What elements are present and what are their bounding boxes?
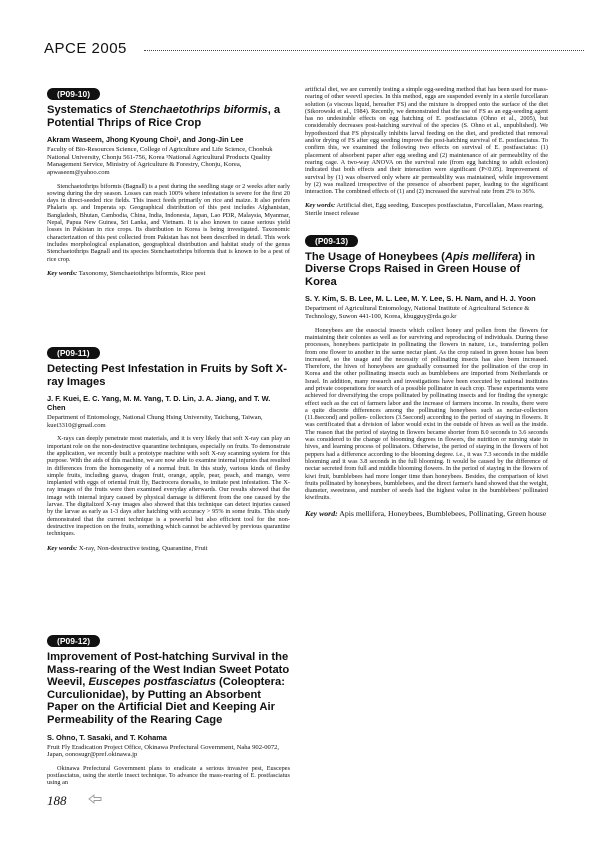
keywords-text: X-ray, Non-destructive testing, Quarantine, Fruit <box>78 544 208 552</box>
abstract-tag: (P09-13) <box>305 235 358 247</box>
abstract-tag: (P09-10) <box>47 88 100 100</box>
abstract-title <box>305 251 548 289</box>
left-column <box>47 84 290 797</box>
abstract-p09-10 <box>47 84 290 333</box>
keywords-label: Key words: <box>47 269 78 277</box>
title-part: The Usage of Honeybees ( <box>305 250 445 263</box>
title-part: , a Potential Thrips of Rice Crop <box>47 104 281 129</box>
page-number: 188 <box>47 793 67 808</box>
abstract-body: Okinawa Prefectural Government plans to eradicate a serious invasive pest, Euscepes postfasciatus, using the sterile insect technique. To advance the mass-rearing of E. postfasciatus using an <box>47 764 290 787</box>
abstract-affiliation: Fruit Fly Eradication Project Office, Okinawa Prefectural Government, Naha 902-0072, Japan, oonosugr@pref.okinawa.jp <box>47 743 280 759</box>
abstract-authors: S. Y. Kim, S. B. Lee, M. L. Lee, M. Y. Lee, S. H. Nam, and H. J. Yoon <box>305 294 536 304</box>
journal-title: APCE 2005 <box>44 40 127 57</box>
abstract-affiliation: Department of Entomology, National Chung Hsing University, Taichung, Taiwan, kuei3310@gmail.com <box>47 414 263 429</box>
abstract-p09-11 <box>47 343 290 621</box>
abstract-body-continued: artificial diet, we are currently testing a simple egg-seeding method that has been used for mass-rearing of other weevil species. In this method, eggs are suspended evenly in a sterile furcellaran solution (a viscous liquid, hereafter FS) and the mixture is dropped onto the surface of the diet (Sikorowski et al., 1984). Recently, we demonstrated that the use of FS as an egg-seeding agent has no undesirable effects on egg hatching of E. postfasciatus (Ohno et al., 2005), but considerably decreases post-hatching survival of the species (S. Ohno et al., unpublished). We hypothesized that FS physically inhibits larval feeding on the diet, and predicted that removal and/or drying of FS after egg seeding improve the post-hatching survival of E. postfasciatus. To confirm this, we examined the following two effects on survival of E. postfasciatus: (1) placement of absorbent paper after egg seeding and (2) maintenance of air permeability of the rearing cage. A two-way ANOVA on the survival rate (from egg hatching to adult eclosion) indicated that both effects and their interaction were significant (P<0.05). Improvement of survival by (1) was observed only where air permeability was maintained, while improvement by (2) was realized irrespective of the presence of absorbent paper, leading to the significant interaction. The combined effects of (1) and (2) increased the survival rate from 2% to 36%. <box>305 86 548 196</box>
title-part: Improvement of Post-hatching Survival in the Mass-rearing of the West Indian Sweet Potato Weevil, <box>47 651 290 689</box>
abstract-p09-13 <box>305 231 548 518</box>
abstract-affiliation: Department of Agricultural Entomology, National Institute of Agricultural Science & Technology, Suwon 441-100, Korea, kbugguy@rda.go.kr <box>305 305 530 321</box>
abstract-title <box>47 104 290 129</box>
title-part: ) in Diverse Crops Raised in Green House of Korea <box>305 250 536 288</box>
abstract-p09-12-continued <box>305 86 548 218</box>
abstract-authors: J. F. Kuei, E. C. Yang, M. M. Yang, T. D. Lin, J. A. Jiang, and T. W. Chen <box>47 394 271 413</box>
abstract-keywords <box>305 202 548 217</box>
keywords-text: Artificial diet, Egg seeding, Euscepes postfasciatus, Furcellalan, Mass rearing, Sterile insect release <box>305 202 544 218</box>
abstract-tag: (P09-11) <box>47 347 100 359</box>
title-species: Apis mellifera <box>444 250 519 263</box>
page-header <box>44 40 584 58</box>
title-part: (Coleoptera: Curculionidae), by Putting an Absorbent Paper on the Artificial Diet and Keeping Air Permeability of the Rearing Cage <box>47 676 285 726</box>
abstract-authors: Akram Waseem, Jhong Kyoung Choi¹, and Jong-Jin Lee <box>47 135 244 145</box>
page-footer <box>47 792 247 812</box>
abstract-affiliation: Faculty of Bio-Resources Science, College of Agriculture and Life Science, Chonbuk National University, Chonju 561-756, Korea ¹National Agricultural Products Quality Management Service, Ministry of Agriculture & Forestry, Chonju, Korea, apwaseem@yahoo.com <box>47 146 273 176</box>
abstract-tag: (P09-12) <box>47 635 100 647</box>
title-species: Stenchaetothrips biformis <box>129 104 268 116</box>
abstract-keywords <box>305 509 548 518</box>
abstract-body: Stenchaetothrips biformis (Bagnall) is a pest during the seedling stage or 2 weeks after early sowing during the dry season. Losses can reach 100% where infestation is severe for the first 20 days in direct-seeded rice fields. This insect feeds primarily on rice and maize. It also prefers Phalaris sp. and Imperata sp. Geographical distribution of this pest includes Afghanistan, Bangladesh, Bhutan, Cambodia, China, India, Indonesia, Japan, Lao PDR, Malaysia, Myanmar, Nepal, Papua New Guinea, Sri Lanka, and Vietnam. It is also known to cause serious yield losses in Pakistan in rice crops. Its distribution in Korea is being investigated. Taxonomic characterization of this pest collected from Pakistan has not been described in detail. This work includes morphological explanation, geographical distribution and habitat study of the genus Stenchaetothrips Bagnall and its species Stenchaetothrips biformis that is known to be a pest of rice crop. <box>47 182 290 263</box>
keywords-label: Key word: <box>305 508 338 518</box>
abstract-title: Detecting Pest Infestation in Fruits by Soft X-ray Images <box>47 363 287 388</box>
title-species: Euscepes postfasciatus <box>88 676 216 689</box>
keywords-text: Taxonomy, Stenchaetothrips biformis, Rice pest <box>78 269 206 277</box>
abstract-authors: S. Ohno, T. Sasaki, and T. Kohama <box>47 732 167 742</box>
title-part: Systematics of <box>47 104 130 116</box>
header-rule <box>144 50 584 51</box>
abstract-keywords <box>47 270 290 278</box>
arrow-left-icon <box>88 794 102 804</box>
abstract-title <box>47 651 290 727</box>
keywords-text: Apis mellifera, Honeybees, Bumblebees, Pollinating, Green house <box>339 508 547 518</box>
abstract-p09-12 <box>47 631 290 787</box>
right-column <box>305 86 548 528</box>
keywords-label: Key words: <box>305 202 336 210</box>
abstract-body: X-rays can deeply penetrate most materials, and it is very likely that soft X-ray can play an important role on the non-destructive quarantine techniques, especially on fruits. To demonstrate the application, we recently built a prototype machine with soft X-ray scanning system for this purpose. With the aids of this machine, we are now able to examine internal injuries that resulted in differences from the homogeneity of a normal fruit. In this study, various kinds of fleshy simple fruits, including guava, dragon fruit, orange, apple, pear, peach, and mango, were implanted with eggs of oriental fruit fly, Bactrocera dorsalis, to imitate pest infestation. The X-ray images of the fruits were then examined everyday afterwards. Our results showed that the image with internal injury caused by physical damage is different from the one caused by the larvae. The digitalized X-ray images also showed that this technique can detect injuries caused by the larvae as early as 1-3 days after hatching with accuracy > 95% in some fruits. This study demonstrated that the current technique is a powerful but also efficient tool for the non-destructive inspection on the fruits, something which cannot be achieved by previous quarantine techniques. <box>47 435 290 538</box>
keywords-label: Key words: <box>47 544 78 552</box>
abstract-body: Honeybees are the eusocial insects which collect honey and pollen from the flowers for maintaining their colonies as well as for surviving and reproducing of individuals. During these processes, honeybees participate in pollinating the flowers in nature, i.e., transferring pollen from one flower to another in the same nectar plant. As the crop raised in green house has been increased, so the usage and the necessity of pollinating insects has also been increased. Therefore, the hives of honeybees are gradually consumed for the pollination of the crop in Korea and the other pollinating insects such as bumblebees are imported from Netherlands or Israel. In addition, many research and investigations have been executed by national institutes and private cooperations for search of a possible pollinator in each crop. These experiments were achieved for diversifying the crops pollinated by pollinating insects and for finding the synergic effect such as the cut of farmers labor and the increase of farmers income. In results, there were a quite discrete differences among the pollinating honeybees such as nectar-collectors (11.8second) and pollen- collectors (3.5second) according to the period of staying in flowers. It was certificated that a division of labor would exist in the outside of hives as well as the inside. The reason that the period of staying in flowers became shorter from 8.0 seconds to 3.6 seconds was considered to the change of blooming degrees in flowers, the nutrition or nursing state in hives, and learning process of pollinators. Otherwise, the period of staying in the flowers of hot peppers had a difference according to the blooming degree. i.e., it was 7.3 seconds in the middle blooming and it was 3.8 seconds in the full blooming. It would be caused by the difference of nectar secreted from full and middle blooming flowers. In the period of staying in the flowers of kiwi fruit, bumblebees had more longer time than honeybees. Besides, the comparison of kiwi fruits pollinated by honeybees, bumblebees, and the direct farmer's hand showed that the weight, diameter, sweetness, and number of seeds had the highest value in the bumblebees' pollinated kiwifruits. <box>305 326 548 502</box>
abstract-keywords <box>47 545 290 553</box>
